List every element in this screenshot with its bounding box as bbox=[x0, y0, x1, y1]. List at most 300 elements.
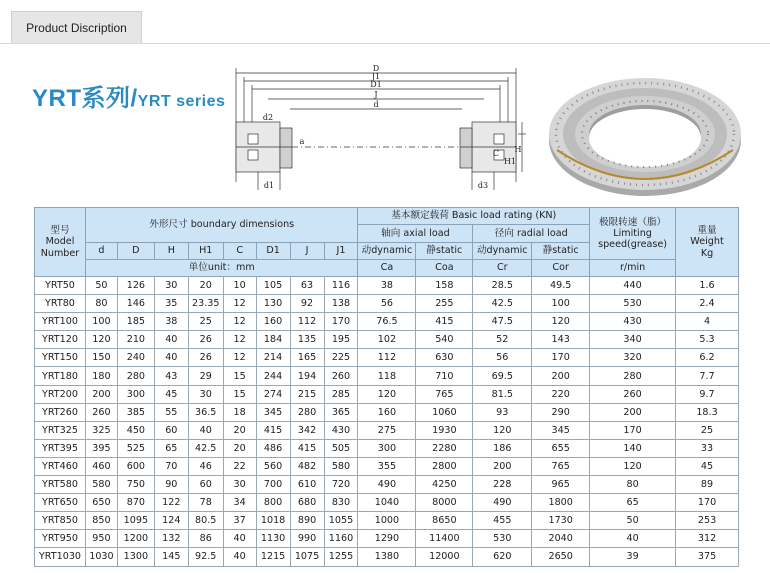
axial-dynamic-header: 动dynamic bbox=[358, 243, 416, 260]
table-cell: 620 bbox=[473, 548, 532, 566]
table-cell: 525 bbox=[117, 439, 154, 457]
table-cell: 20 bbox=[223, 439, 256, 457]
table-cell: 482 bbox=[290, 457, 324, 475]
table-cell: 345 bbox=[532, 421, 590, 439]
table-cell: 40 bbox=[223, 548, 256, 566]
table-cell: 138 bbox=[324, 295, 358, 313]
table-cell: 120 bbox=[532, 313, 590, 331]
unit-header: 单位unit：mm bbox=[85, 260, 358, 277]
table-cell: 45 bbox=[676, 457, 739, 475]
radial-dynamic-header: 动dynamic bbox=[473, 243, 532, 260]
table-cell: 56 bbox=[358, 295, 416, 313]
table-cell: 285 bbox=[324, 385, 358, 403]
table-cell: 7.7 bbox=[676, 367, 739, 385]
table-cell: 80.5 bbox=[188, 512, 223, 530]
bearing-photo bbox=[545, 68, 745, 198]
table-cell: 25 bbox=[676, 421, 739, 439]
table-cell: 170 bbox=[324, 313, 358, 331]
table-row bbox=[35, 349, 739, 367]
table-cell: 255 bbox=[416, 295, 473, 313]
series-title bbox=[32, 78, 225, 113]
table-cell: 1030 bbox=[85, 548, 117, 566]
table-cell: 1075 bbox=[290, 548, 324, 566]
table-cell: 680 bbox=[290, 494, 324, 512]
table-cell: 105 bbox=[256, 277, 290, 295]
bearing-cross-section-drawing bbox=[226, 62, 526, 198]
table-cell: 2280 bbox=[416, 439, 473, 457]
table-cell: 120 bbox=[358, 385, 416, 403]
table-cell: 29 bbox=[188, 367, 223, 385]
speed-unit-header: r/min bbox=[590, 260, 676, 277]
table-cell: 9.7 bbox=[676, 385, 739, 403]
table-cell: 8000 bbox=[416, 494, 473, 512]
table-cell: 610 bbox=[290, 476, 324, 494]
table-row bbox=[35, 494, 739, 512]
table-cell: 430 bbox=[590, 313, 676, 331]
radial-header: 径向 radial load bbox=[473, 225, 590, 243]
table-cell: 340 bbox=[590, 331, 676, 349]
table-cell: 1040 bbox=[358, 494, 416, 512]
table-cell: 220 bbox=[532, 385, 590, 403]
table-cell: 50 bbox=[590, 512, 676, 530]
table-cell: 342 bbox=[290, 421, 324, 439]
table-cell: 93 bbox=[473, 403, 532, 421]
table-cell: 92.5 bbox=[188, 548, 223, 566]
table-cell: 37 bbox=[223, 512, 256, 530]
table-cell: 1055 bbox=[324, 512, 358, 530]
table-row bbox=[35, 457, 739, 475]
model-cell: YRT950 bbox=[35, 530, 86, 548]
table-cell: 60 bbox=[154, 421, 188, 439]
table-cell: 415 bbox=[416, 313, 473, 331]
table-cell: 2.4 bbox=[676, 295, 739, 313]
table-cell: 260 bbox=[324, 367, 358, 385]
table-cell: 150 bbox=[85, 349, 117, 367]
table-cell: 486 bbox=[256, 439, 290, 457]
table-cell: 505 bbox=[324, 439, 358, 457]
table-cell: 450 bbox=[117, 421, 154, 439]
model-cell: YRT80 bbox=[35, 295, 86, 313]
table-cell: 30 bbox=[223, 476, 256, 494]
table-cell: 460 bbox=[85, 457, 117, 475]
table-cell: 1255 bbox=[324, 548, 358, 566]
drawing-label-J1: J1 bbox=[371, 72, 381, 81]
dim-col-J1: J1 bbox=[324, 243, 358, 260]
table-cell: 42.5 bbox=[188, 439, 223, 457]
table-cell: 146 bbox=[117, 295, 154, 313]
model-cell: YRT1030 bbox=[35, 548, 86, 566]
table-cell: 195 bbox=[324, 331, 358, 349]
table-cell: 76.5 bbox=[358, 313, 416, 331]
table-cell: 11400 bbox=[416, 530, 473, 548]
table-cell: 170 bbox=[676, 494, 739, 512]
table-cell: 185 bbox=[117, 313, 154, 331]
table-cell: 35 bbox=[154, 295, 188, 313]
table-cell: 194 bbox=[290, 367, 324, 385]
table-cell: 800 bbox=[256, 494, 290, 512]
table-cell: 395 bbox=[85, 439, 117, 457]
table-row bbox=[35, 277, 739, 295]
table-cell: 1130 bbox=[256, 530, 290, 548]
table-cell: 200 bbox=[85, 385, 117, 403]
model-header: 型号 Model Number bbox=[35, 208, 86, 277]
table-cell: 22 bbox=[223, 457, 256, 475]
model-cell: YRT150 bbox=[35, 349, 86, 367]
dim-col-C: C bbox=[223, 243, 256, 260]
table-cell: 158 bbox=[416, 277, 473, 295]
table-cell: 375 bbox=[676, 548, 739, 566]
table-cell: 965 bbox=[532, 476, 590, 494]
table-row bbox=[35, 295, 739, 313]
table-cell: 1215 bbox=[256, 548, 290, 566]
table-cell: 4 bbox=[676, 313, 739, 331]
model-cell: YRT850 bbox=[35, 512, 86, 530]
table-cell: 38 bbox=[154, 313, 188, 331]
axial-static-header: 静static bbox=[416, 243, 473, 260]
table-cell: 18.3 bbox=[676, 403, 739, 421]
boundary-header: 外形尺寸 boundary dimensions bbox=[85, 208, 358, 243]
table-cell: 580 bbox=[324, 457, 358, 475]
table-cell: 950 bbox=[85, 530, 117, 548]
table-cell: 365 bbox=[324, 403, 358, 421]
model-cell: YRT580 bbox=[35, 476, 86, 494]
radial-static-header: 静static bbox=[532, 243, 590, 260]
tab-product-description[interactable]: Product Discription bbox=[11, 11, 142, 43]
drawing-label-C: C bbox=[492, 149, 500, 158]
table-cell: 280 bbox=[590, 367, 676, 385]
coa-header: Coa bbox=[416, 260, 473, 277]
table-cell: 10 bbox=[223, 277, 256, 295]
table-row bbox=[35, 331, 739, 349]
table-cell: 765 bbox=[416, 385, 473, 403]
table-cell: 186 bbox=[473, 439, 532, 457]
table-cell: 124 bbox=[154, 512, 188, 530]
table-row bbox=[35, 512, 739, 530]
table-cell: 274 bbox=[256, 385, 290, 403]
table-cell: 870 bbox=[117, 494, 154, 512]
table-cell: 38 bbox=[358, 277, 416, 295]
drawing-label-J: J bbox=[374, 90, 378, 99]
series-title-en: YRT series bbox=[137, 93, 226, 110]
table-cell: 600 bbox=[117, 457, 154, 475]
table-cell: 46 bbox=[188, 457, 223, 475]
table-cell: 325 bbox=[85, 421, 117, 439]
table-cell: 4250 bbox=[416, 476, 473, 494]
dim-col-d: d bbox=[85, 243, 117, 260]
dim-col-D: D bbox=[117, 243, 154, 260]
drawing-label-a: a bbox=[299, 137, 305, 146]
cor-header: Cor bbox=[532, 260, 590, 277]
table-cell: 320 bbox=[590, 349, 676, 367]
table-cell: 40 bbox=[590, 530, 676, 548]
table-cell: 440 bbox=[590, 277, 676, 295]
table-cell: 2800 bbox=[416, 457, 473, 475]
table-cell: 530 bbox=[473, 530, 532, 548]
table-cell: 36.5 bbox=[188, 403, 223, 421]
table-cell: 1800 bbox=[532, 494, 590, 512]
table-cell: 12 bbox=[223, 331, 256, 349]
table-cell: 280 bbox=[117, 367, 154, 385]
table-cell: 830 bbox=[324, 494, 358, 512]
table-cell: 92 bbox=[290, 295, 324, 313]
table-row bbox=[35, 367, 739, 385]
tab-bar bbox=[0, 0, 770, 44]
table-cell: 65 bbox=[590, 494, 676, 512]
table-cell: 120 bbox=[473, 421, 532, 439]
table-cell: 112 bbox=[358, 349, 416, 367]
model-cell: YRT460 bbox=[35, 457, 86, 475]
table-cell: 52 bbox=[473, 331, 532, 349]
table-cell: 120 bbox=[590, 457, 676, 475]
drawing-label-H1: H1 bbox=[503, 157, 517, 166]
table-cell: 180 bbox=[85, 367, 117, 385]
table-cell: 650 bbox=[85, 494, 117, 512]
table-cell: 1.6 bbox=[676, 277, 739, 295]
drawing-label-D1: D1 bbox=[370, 80, 382, 89]
table-cell: 280 bbox=[290, 403, 324, 421]
table-cell: 1930 bbox=[416, 421, 473, 439]
table-cell: 34 bbox=[223, 494, 256, 512]
table-cell: 260 bbox=[85, 403, 117, 421]
table-cell: 244 bbox=[256, 367, 290, 385]
table-cell: 253 bbox=[676, 512, 739, 530]
table-cell: 89 bbox=[676, 476, 739, 494]
table-cell: 890 bbox=[290, 512, 324, 530]
table-row bbox=[35, 385, 739, 403]
model-cell: YRT50 bbox=[35, 277, 86, 295]
table-cell: 40 bbox=[154, 331, 188, 349]
table-cell: 1380 bbox=[358, 548, 416, 566]
table-cell: 210 bbox=[117, 331, 154, 349]
model-cell: YRT100 bbox=[35, 313, 86, 331]
table-cell: 700 bbox=[256, 476, 290, 494]
dim-col-H1: H1 bbox=[188, 243, 223, 260]
dim-col-J: J bbox=[290, 243, 324, 260]
table-cell: 290 bbox=[532, 403, 590, 421]
table-cell: 560 bbox=[256, 457, 290, 475]
table-cell: 112 bbox=[290, 313, 324, 331]
table-cell: 40 bbox=[154, 349, 188, 367]
weight-header: 重量 Weight Kg bbox=[676, 208, 739, 277]
table-cell: 15 bbox=[223, 385, 256, 403]
table-cell: 490 bbox=[473, 494, 532, 512]
table-cell: 355 bbox=[358, 457, 416, 475]
table-cell: 1730 bbox=[532, 512, 590, 530]
model-cell: YRT200 bbox=[35, 385, 86, 403]
axial-header: 轴向 axial load bbox=[358, 225, 473, 243]
table-cell: 23.35 bbox=[188, 295, 223, 313]
ca-header: Ca bbox=[358, 260, 416, 277]
table-cell: 2040 bbox=[532, 530, 590, 548]
model-cell: YRT180 bbox=[35, 367, 86, 385]
table-cell: 20 bbox=[223, 421, 256, 439]
table-cell: 39 bbox=[590, 548, 676, 566]
table-cell: 385 bbox=[117, 403, 154, 421]
table-cell: 5.3 bbox=[676, 331, 739, 349]
table-cell: 49.5 bbox=[532, 277, 590, 295]
table-cell: 143 bbox=[532, 331, 590, 349]
table-row bbox=[35, 548, 739, 566]
table-cell: 33 bbox=[676, 439, 739, 457]
table-cell: 1018 bbox=[256, 512, 290, 530]
table-cell: 40 bbox=[223, 530, 256, 548]
table-cell: 60 bbox=[188, 476, 223, 494]
table-cell: 160 bbox=[256, 313, 290, 331]
table-cell: 300 bbox=[358, 439, 416, 457]
table-cell: 26 bbox=[188, 331, 223, 349]
table-cell: 122 bbox=[154, 494, 188, 512]
table-cell: 170 bbox=[532, 349, 590, 367]
table-cell: 20 bbox=[188, 277, 223, 295]
table-cell: 45 bbox=[154, 385, 188, 403]
table-cell: 720 bbox=[324, 476, 358, 494]
table-cell: 228 bbox=[473, 476, 532, 494]
table-cell: 26 bbox=[188, 349, 223, 367]
series-title-cn: YRT系列/ bbox=[32, 85, 138, 112]
table-cell: 184 bbox=[256, 331, 290, 349]
table-cell: 312 bbox=[676, 530, 739, 548]
table-cell: 12000 bbox=[416, 548, 473, 566]
table-cell: 415 bbox=[256, 421, 290, 439]
table-cell: 214 bbox=[256, 349, 290, 367]
table-cell: 18 bbox=[223, 403, 256, 421]
table-cell: 100 bbox=[85, 313, 117, 331]
table-cell: 655 bbox=[532, 439, 590, 457]
table-row bbox=[35, 421, 739, 439]
dim-col-D1: D1 bbox=[256, 243, 290, 260]
table-cell: 430 bbox=[324, 421, 358, 439]
table-cell: 50 bbox=[85, 277, 117, 295]
table-cell: 56 bbox=[473, 349, 532, 367]
drawing-label-D: D bbox=[372, 64, 380, 73]
table-row bbox=[35, 403, 739, 421]
table-cell: 260 bbox=[590, 385, 676, 403]
table-cell: 81.5 bbox=[473, 385, 532, 403]
table-cell: 118 bbox=[358, 367, 416, 385]
table-cell: 40 bbox=[188, 421, 223, 439]
table-cell: 135 bbox=[290, 331, 324, 349]
table-cell: 1290 bbox=[358, 530, 416, 548]
table-cell: 2650 bbox=[532, 548, 590, 566]
table-cell: 65 bbox=[154, 439, 188, 457]
table-cell: 43 bbox=[154, 367, 188, 385]
table-cell: 25 bbox=[188, 313, 223, 331]
table-cell: 12 bbox=[223, 349, 256, 367]
table-cell: 160 bbox=[358, 403, 416, 421]
drawing-label-d1: d1 bbox=[263, 181, 275, 190]
model-cell: YRT120 bbox=[35, 331, 86, 349]
table-cell: 78 bbox=[188, 494, 223, 512]
drawing-label-H: H bbox=[514, 145, 522, 154]
table-cell: 30 bbox=[188, 385, 223, 403]
table-cell: 130 bbox=[256, 295, 290, 313]
table-cell: 200 bbox=[590, 403, 676, 421]
table-cell: 580 bbox=[85, 476, 117, 494]
table-cell: 12 bbox=[223, 295, 256, 313]
table-cell: 200 bbox=[532, 367, 590, 385]
table-cell: 275 bbox=[358, 421, 416, 439]
table-cell: 6.2 bbox=[676, 349, 739, 367]
table-cell: 1200 bbox=[117, 530, 154, 548]
table-cell: 47.5 bbox=[473, 313, 532, 331]
table-cell: 1300 bbox=[117, 548, 154, 566]
table-row bbox=[35, 313, 739, 331]
table-cell: 540 bbox=[416, 331, 473, 349]
table-cell: 1000 bbox=[358, 512, 416, 530]
model-cell: YRT325 bbox=[35, 421, 86, 439]
model-cell: YRT395 bbox=[35, 439, 86, 457]
table-cell: 1160 bbox=[324, 530, 358, 548]
table-cell: 63 bbox=[290, 277, 324, 295]
speed-header: 极限转速（脂） Limiting speed(grease) bbox=[590, 208, 676, 260]
table-cell: 100 bbox=[532, 295, 590, 313]
table-cell: 126 bbox=[117, 277, 154, 295]
model-cell: YRT650 bbox=[35, 494, 86, 512]
table-cell: 145 bbox=[154, 548, 188, 566]
table-cell: 90 bbox=[154, 476, 188, 494]
table-cell: 102 bbox=[358, 331, 416, 349]
table-cell: 12 bbox=[223, 313, 256, 331]
table-cell: 215 bbox=[290, 385, 324, 403]
table-cell: 80 bbox=[85, 295, 117, 313]
table-cell: 1060 bbox=[416, 403, 473, 421]
table-row bbox=[35, 530, 739, 548]
yrt-spec-table-body bbox=[34, 207, 739, 567]
table-cell: 455 bbox=[473, 512, 532, 530]
table-cell: 1095 bbox=[117, 512, 154, 530]
drawing-label-d: d bbox=[373, 100, 379, 109]
table-cell: 55 bbox=[154, 403, 188, 421]
table-cell: 86 bbox=[188, 530, 223, 548]
model-cell: YRT260 bbox=[35, 403, 86, 421]
table-cell: 750 bbox=[117, 476, 154, 494]
drawing-label-d3: d3 bbox=[477, 181, 489, 190]
table-cell: 225 bbox=[324, 349, 358, 367]
table-cell: 80 bbox=[590, 476, 676, 494]
table-row bbox=[35, 439, 739, 457]
table-cell: 42.5 bbox=[473, 295, 532, 313]
table-cell: 28.5 bbox=[473, 277, 532, 295]
table-cell: 710 bbox=[416, 367, 473, 385]
load-header: 基本额定载荷 Basic load rating (KN) bbox=[358, 208, 590, 225]
table-cell: 415 bbox=[290, 439, 324, 457]
table-row bbox=[35, 476, 739, 494]
table-cell: 345 bbox=[256, 403, 290, 421]
spec-table-body bbox=[35, 277, 739, 567]
table-cell: 990 bbox=[290, 530, 324, 548]
table-cell: 490 bbox=[358, 476, 416, 494]
table-cell: 132 bbox=[154, 530, 188, 548]
table-cell: 850 bbox=[85, 512, 117, 530]
table-cell: 165 bbox=[290, 349, 324, 367]
table-cell: 140 bbox=[590, 439, 676, 457]
table-cell: 240 bbox=[117, 349, 154, 367]
table-cell: 8650 bbox=[416, 512, 473, 530]
table-cell: 630 bbox=[416, 349, 473, 367]
table-cell: 170 bbox=[590, 421, 676, 439]
drawing-label-d2: d2 bbox=[262, 113, 274, 122]
dim-col-H: H bbox=[154, 243, 188, 260]
table-cell: 69.5 bbox=[473, 367, 532, 385]
cr-header: Cr bbox=[473, 260, 532, 277]
table-cell: 30 bbox=[154, 277, 188, 295]
table-cell: 116 bbox=[324, 277, 358, 295]
table-cell: 765 bbox=[532, 457, 590, 475]
table-cell: 15 bbox=[223, 367, 256, 385]
table-cell: 70 bbox=[154, 457, 188, 475]
table-cell: 530 bbox=[590, 295, 676, 313]
table-cell: 120 bbox=[85, 331, 117, 349]
